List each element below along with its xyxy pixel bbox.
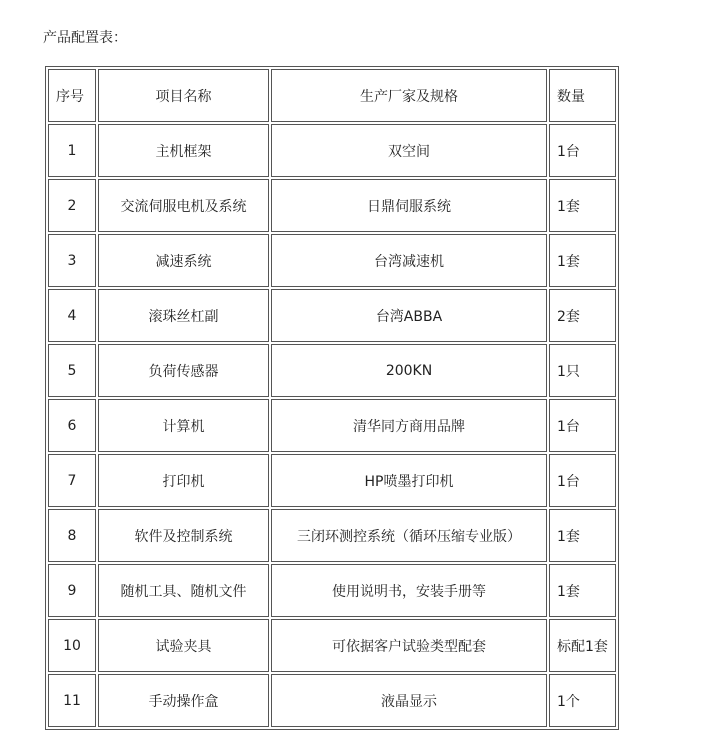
row-item-name: 随机工具、随机文件 [98,564,269,617]
row-manufacturer-spec: 台湾ABBA [271,289,547,342]
row-manufacturer-spec: 200KN [271,344,547,397]
row-quantity: 1套 [549,509,616,562]
row-manufacturer-spec: 使用说明书，安装手册等 [271,564,547,617]
table-row [48,289,616,342]
row-quantity: 1套 [549,179,616,232]
row-quantity: 1个 [549,674,616,727]
row-item-name: 减速系统 [98,234,269,287]
table-row [48,124,616,177]
row-index: 4 [48,289,96,342]
table-row [48,564,616,617]
row-item-name: 手动操作盒 [98,674,269,727]
row-quantity: 1台 [549,124,616,177]
row-manufacturer-spec: 日鼎伺服系统 [271,179,547,232]
row-quantity: 1套 [549,564,616,617]
table-caption: 产品配置表： [43,30,127,46]
table-row [48,509,616,562]
table-row [48,454,616,507]
row-manufacturer-spec: 台湾减速机 [271,234,547,287]
row-manufacturer-spec: 双空间 [271,124,547,177]
row-quantity: 1台 [549,399,616,452]
row-quantity: 标配1套 [549,619,616,672]
header-manufacturer-spec: 生产厂家及规格 [271,69,547,122]
row-index: 1 [48,124,96,177]
table-row [48,179,616,232]
header-item-name: 项目名称 [98,69,269,122]
row-item-name: 软件及控制系统 [98,509,269,562]
row-item-name: 试验夹具 [98,619,269,672]
row-item-name: 滚珠丝杠副 [98,289,269,342]
row-index: 6 [48,399,96,452]
table-row [48,399,616,452]
row-index: 10 [48,619,96,672]
row-index: 2 [48,179,96,232]
row-quantity: 1套 [549,234,616,287]
header-quantity: 数量 [549,69,616,122]
row-manufacturer-spec: 可依据客户试验类型配套 [271,619,547,672]
row-manufacturer-spec: 清华同方商用品牌 [271,399,547,452]
row-quantity: 1台 [549,454,616,507]
row-quantity: 1只 [549,344,616,397]
table-row [48,674,616,727]
row-item-name: 负荷传感器 [98,344,269,397]
row-index: 9 [48,564,96,617]
header-index: 序号 [48,69,96,122]
product-config-table [45,66,619,730]
row-item-name: 主机框架 [98,124,269,177]
table-row [48,234,616,287]
row-item-name: 计算机 [98,399,269,452]
row-index: 3 [48,234,96,287]
row-index: 11 [48,674,96,727]
row-manufacturer-spec: 液晶显示 [271,674,547,727]
row-manufacturer-spec: HP喷墨打印机 [271,454,547,507]
row-index: 7 [48,454,96,507]
table-row [48,344,616,397]
row-index: 8 [48,509,96,562]
table-header-row [48,69,616,122]
row-item-name: 打印机 [98,454,269,507]
row-manufacturer-spec: 三闭环测控系统（循环压缩专业版） [271,509,547,562]
table-row [48,619,616,672]
row-index: 5 [48,344,96,397]
row-item-name: 交流伺服电机及系统 [98,179,269,232]
row-quantity: 2套 [549,289,616,342]
